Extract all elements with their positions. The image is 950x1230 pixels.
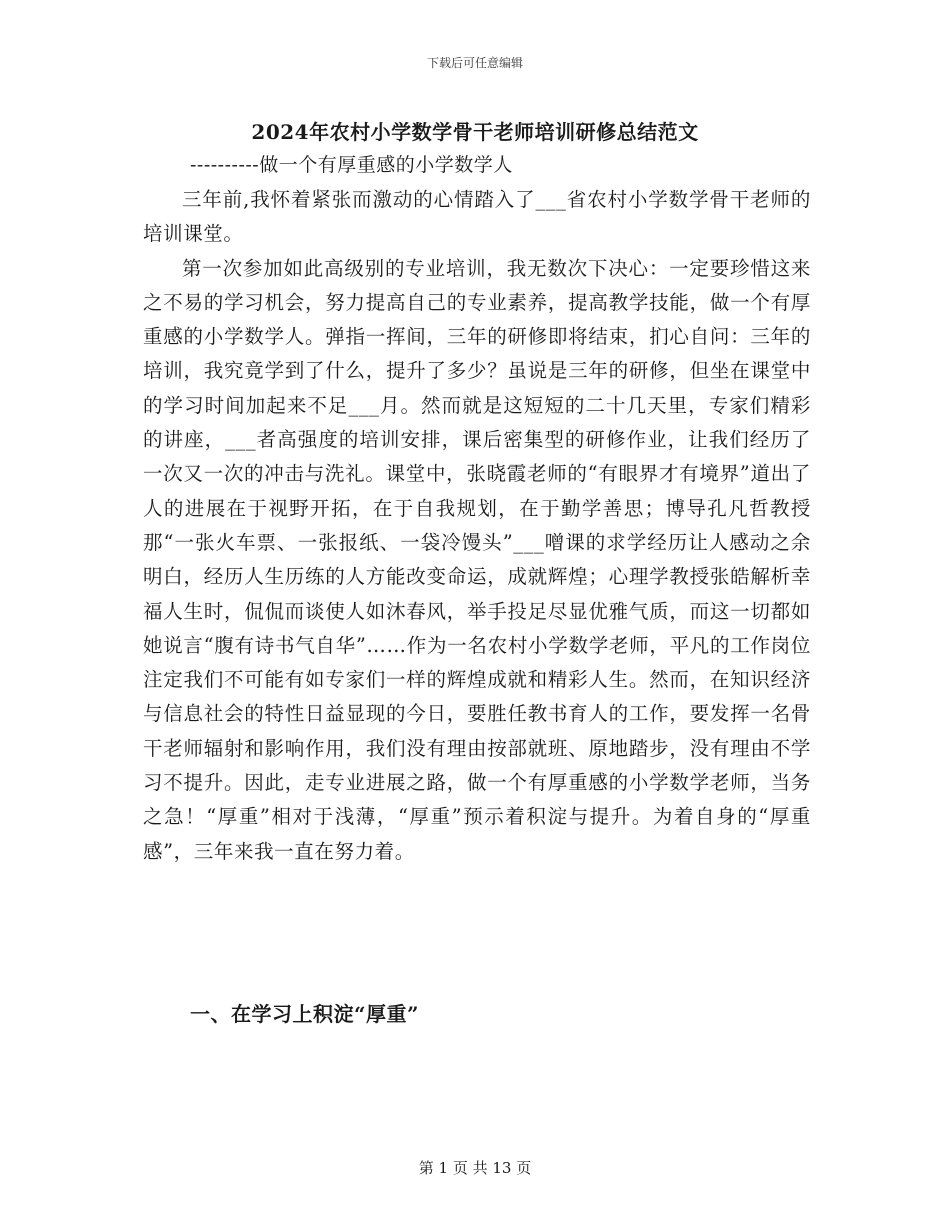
document-body bbox=[143, 183, 811, 869]
paragraph-main: 第一次参加如此高级别的专业培训，我无数次下决心：一定要珍惜这来之不易的学习机会，努力提高自己的专业素养，提高教学技能，做一个有厚重感的小学数学人。弹指一挥间，三年的研修即将结束，扪心自问：三年的培训，我究竟学到了什么，提升了多少？虽说是三年的研修，但坐在课堂中的学习时间加起来不足___月。然而就是这短短的二十几天里，专家们精彩的讲座，___者高强度的培训安排，课后密集型的研修作业，让我们经历了一次又一次的冲击与洗礼。课堂中，张晓霞老师的“有眼界才有境界”道出了人的进展在于视野开拓，在于自我规划，在于勤学善思；博导孔凡哲教授那“一张火车票、一张报纸、一袋冷馒头”___噌课的求学经历让人感动之余明白，经历人生历练的人方能改变命运，成就辉煌；心理学教授张皓解析幸福人生时，侃侃而谈使人如沐春风，举手投足尽显优雅气质，而这一切都如她说言“腹有诗书气自华”……作为一名农村小学数学老师，平凡的工作岗位注定我们不可能有如专家们一样的辉煌成就和精彩人生。然而，在知识经济与信息社会的特性日益显现的今日，要胜任教书育人的工作，要发挥一名骨干老师辐射和影响作用，我们没有理由按部就班、原地踏步，没有理由不学习不提升。因此，走专业进展之路，做一个有厚重感的小学数学老师，当务之急！“厚重”相对于浅薄，“厚重”预示着积淀与提升。为着自身的“厚重感”，三年来我一直在努力着。 bbox=[143, 256, 811, 863]
document-subtitle: ----------做一个有厚重感的小学数学人 bbox=[190, 154, 513, 176]
paragraph-intro: 三年前,我怀着紧张而激动的心情踏入了___省农村小学数学骨干老师的培训课堂。 bbox=[143, 188, 811, 246]
section-heading: 一、在学习上积淀“厚重” bbox=[190, 1002, 420, 1026]
document-title: 2024年农村小学数学骨干老师培训研修总结范文 bbox=[251, 120, 699, 144]
page-number: 第 1 页 共 13 页 bbox=[418, 1159, 532, 1177]
page-header-note: 下载后可任意编辑 bbox=[426, 56, 523, 70]
